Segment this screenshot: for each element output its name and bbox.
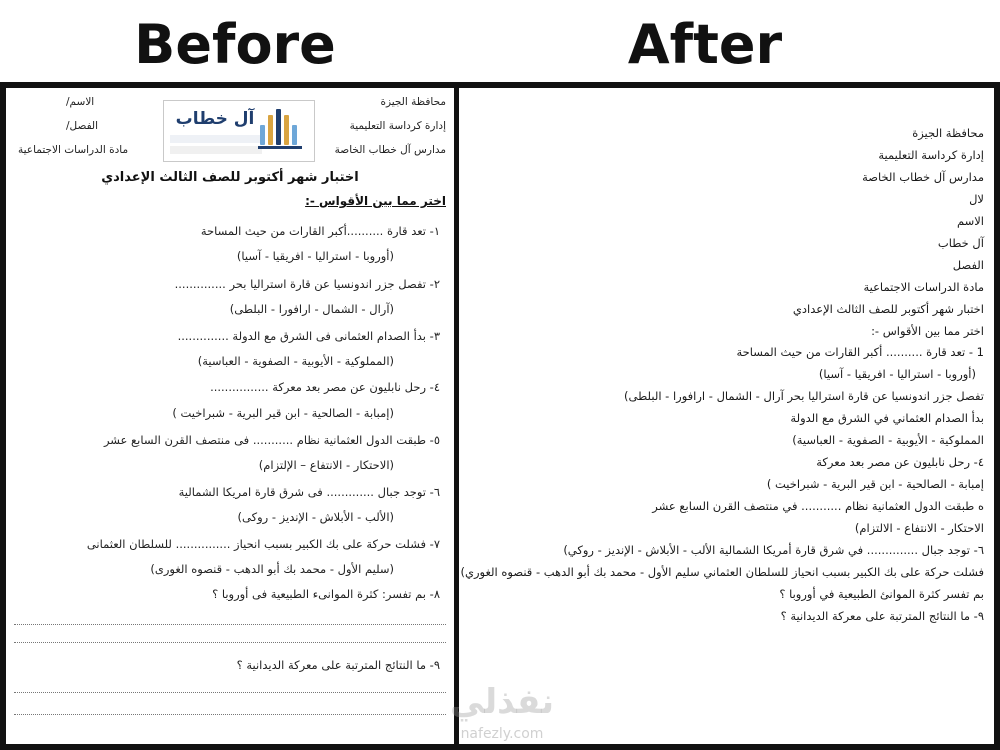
- after-document: [459, 88, 994, 744]
- answer-line: [14, 714, 446, 715]
- after-line: مدارس آل خطاب الخاصة: [862, 170, 984, 184]
- after-line: المملوكية - الأيوبية - الصفوية - العباسية): [792, 433, 984, 447]
- after-line: آل خطاب: [937, 236, 984, 250]
- school-label: مدارس آل خطاب الخاصة: [334, 144, 446, 156]
- question-8: ٨- بم تفسر: كثرة الموانىء الطبيعية فى أوروبا ؟: [212, 587, 440, 601]
- after-line: ٩- ما النتائج المترتبة على معركة الديدانية ؟: [780, 609, 984, 623]
- answer-line: [14, 692, 446, 693]
- after-line: الاسم: [956, 214, 984, 228]
- after-line: إدارة كرداسة التعليمية: [878, 148, 984, 162]
- after-line: مادة الدراسات الاجتماعية: [863, 280, 984, 294]
- logo-tagline-2: [170, 146, 262, 154]
- school-logo: [163, 100, 315, 162]
- question-7: ٧- فشلت حركة على بك الكبير بسبب انحياز ............... للسلطان العثمانى: [86, 537, 440, 551]
- watermark-url: nafezly.com: [460, 726, 544, 742]
- after-line: بم تفسر كثرة الموانئ الطبيعية في أوروبا ؟: [779, 587, 984, 601]
- after-line: فشلت حركة على بك الكبير بسبب انحياز للسلطان العثماني سليم الأول - محمد بك أبو الدهب - قنصوه الغوري): [460, 565, 984, 579]
- question-5: ٥- طبقت الدول العثمانية نظام ........... فى منتصف القرن السابع عشر: [103, 433, 440, 447]
- after-line: اختبار شهر أكتوبر للصف الثالث الإعدادي: [792, 302, 984, 316]
- before-document: [6, 88, 454, 744]
- after-line: 1 - تعد قارة .......... أكبر القارات من حيث المساحة: [736, 345, 984, 359]
- question-2-options: (آرال - الشمال - ارافورا - البلطى): [229, 302, 394, 316]
- question-1: ١- تعد قارة ..........أكبر القارات من حيث المساحة: [200, 224, 440, 238]
- after-line: بدأ الصدام العثماني في الشرق مع الدولة: [790, 411, 984, 425]
- question-3-options: (المملوكية - الأيوبية - الصفوية - العباسية): [197, 354, 394, 368]
- after-line: ه طبقت الدول العثمانية نظام ........... في منتصف القرن السابع عشر: [652, 499, 984, 513]
- question-9: ٩- ما النتائج المترتبة على معركة الديدانية ؟: [236, 658, 440, 672]
- after-line: إمبابة - الصالحية - ابن قير البرية - شبراخيت ): [766, 477, 984, 491]
- after-line: تفصل جزر اندونسيا عن قارة استراليا بحر آرال - الشمال - ارافورا - البلطى): [624, 389, 984, 403]
- after-line: ٤- رحل نابليون عن مصر بعد معركة: [816, 455, 984, 469]
- logo-book-icon: [258, 107, 306, 151]
- question-6-options: (الألب - الأبلاش - الإنديز - روكى): [237, 510, 394, 524]
- logo-tagline: [170, 135, 262, 143]
- question-2: ٢- تفصل جزر اندونسيا عن قارة استراليا بحر ..............: [174, 277, 440, 291]
- watermark-logo: نفذلي: [449, 682, 555, 722]
- question-5-options: (الاحتكار - الانتفاع – الإلتزام): [258, 458, 394, 472]
- answer-line: [14, 624, 446, 625]
- after-line: الاحتكار - الانتفاع - الالتزام): [854, 521, 984, 535]
- after-line: محافظة الجيزة: [912, 126, 984, 140]
- subject-label: مادة الدراسات الاجتماعية: [18, 144, 129, 156]
- administration-label: إدارة كرداسة التعليمية: [349, 120, 446, 132]
- question-1-options: (أوروبا - استراليا - افريقيا - آسيا): [236, 249, 394, 263]
- before-heading: Before: [134, 13, 336, 76]
- after-line: الفصل: [952, 258, 984, 272]
- after-line: ٦- توجد جبال .............. في شرق قارة أمريكا الشمالية الألب - الأبلاش - الإنديز - روكي): [563, 543, 984, 557]
- class-field-label: الفصل/: [66, 120, 99, 132]
- name-field-label: الاسم/: [66, 96, 95, 108]
- logo-brand-text: آل خطاب: [175, 109, 255, 129]
- after-heading: After: [627, 13, 783, 76]
- instruction-heading: اختر مما بين الأقواس -:: [305, 194, 446, 208]
- after-line: لال: [969, 192, 984, 206]
- question-4-options: (إمبابة - الصالحية - ابن قير البرية - شبراخيت ): [172, 406, 394, 420]
- answer-line: [14, 642, 446, 643]
- exam-title: اختبار شهر أكتوبر للصف الثالث الإعدادي: [101, 170, 359, 185]
- question-6: ٦- توجد جبال ............. فى شرق قارة امريكا الشمالية: [178, 485, 440, 499]
- question-4: ٤- رحل نابليون عن مصر بعد معركة ................: [210, 380, 440, 394]
- governorate-label: محافظة الجيزة: [380, 96, 446, 108]
- question-3: ٣- بدأ الصدام العثمانى فى الشرق مع الدولة ..............: [177, 329, 440, 343]
- question-7-options: (سليم الأول - محمد بك أبو الدهب - قنصوه الغورى): [150, 562, 394, 576]
- after-line: (أوروبا - استراليا - افريقيا - آسيا): [818, 367, 976, 381]
- after-line: اختر مما بين الأقواس -:: [871, 324, 984, 338]
